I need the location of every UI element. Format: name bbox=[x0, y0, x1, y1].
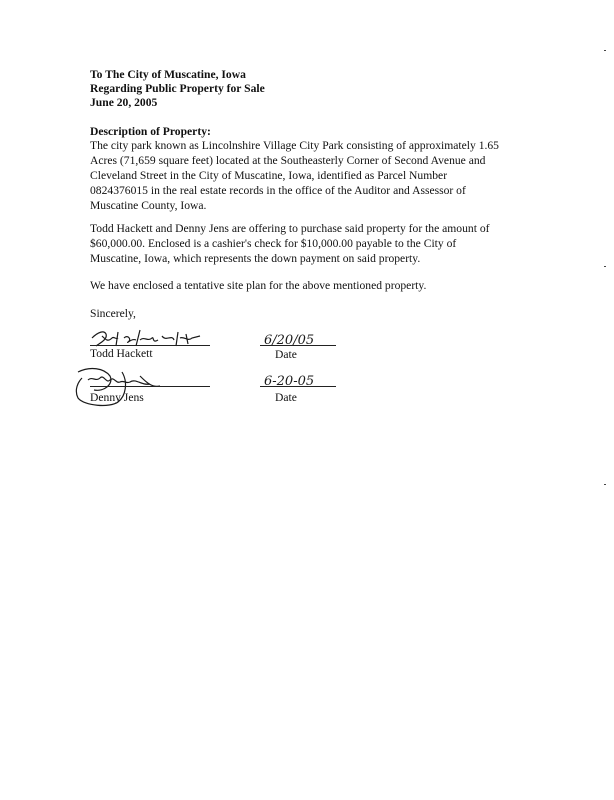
description-heading: Description of Property: bbox=[90, 125, 211, 138]
signer-name: Denny Jens bbox=[90, 391, 144, 404]
date-label: Date bbox=[275, 348, 297, 361]
enclosure-sentence: We have enclosed a tentative site plan for the above mentioned property. bbox=[90, 279, 427, 292]
closing-salutation: Sincerely, bbox=[90, 307, 136, 320]
scan-mark bbox=[604, 266, 606, 267]
description-line: Muscatine County, Iowa. bbox=[90, 199, 207, 212]
scan-mark bbox=[604, 484, 606, 485]
description-line: Cleveland Street in the City of Muscatine, Iowa, identified as Parcel Number bbox=[90, 169, 448, 182]
date-line bbox=[260, 345, 336, 346]
handwritten-date-text: 6-20-05 bbox=[264, 374, 315, 389]
subject-line: Regarding Public Property for Sale bbox=[90, 82, 265, 95]
signature-line bbox=[90, 386, 210, 387]
signer-name: Todd Hackett bbox=[90, 347, 153, 360]
date-line bbox=[260, 386, 336, 387]
description-line: 0824376015 in the real estate records in the office of the Auditor and Assessor of bbox=[90, 184, 466, 197]
scan-mark bbox=[604, 50, 606, 51]
description-paragraph bbox=[90, 138, 530, 213]
offer-line: Todd Hackett and Denny Jens are offering to purchase said property for the amount of bbox=[90, 222, 490, 235]
handwritten-date-text: 6/20/05 bbox=[264, 333, 315, 348]
recipient-line: To The City of Muscatine, Iowa bbox=[90, 68, 246, 81]
offer-line: $60,000.00. Enclosed is a cashier's check for $10,000.00 payable to the City of bbox=[90, 237, 457, 250]
description-line: Acres (71,659 square feet) located at the Southeasterly Corner of Second Avenue and bbox=[90, 154, 486, 167]
signature-line bbox=[90, 345, 210, 346]
offer-line: Muscatine, Iowa, which represents the down payment on said property. bbox=[90, 252, 421, 265]
offer-paragraph bbox=[90, 221, 530, 266]
letter-date: June 20, 2005 bbox=[90, 96, 158, 109]
description-line: The city park known as Lincolnshire Village City Park consisting of approximately 1.65 bbox=[90, 139, 499, 152]
date-label: Date bbox=[275, 391, 297, 404]
